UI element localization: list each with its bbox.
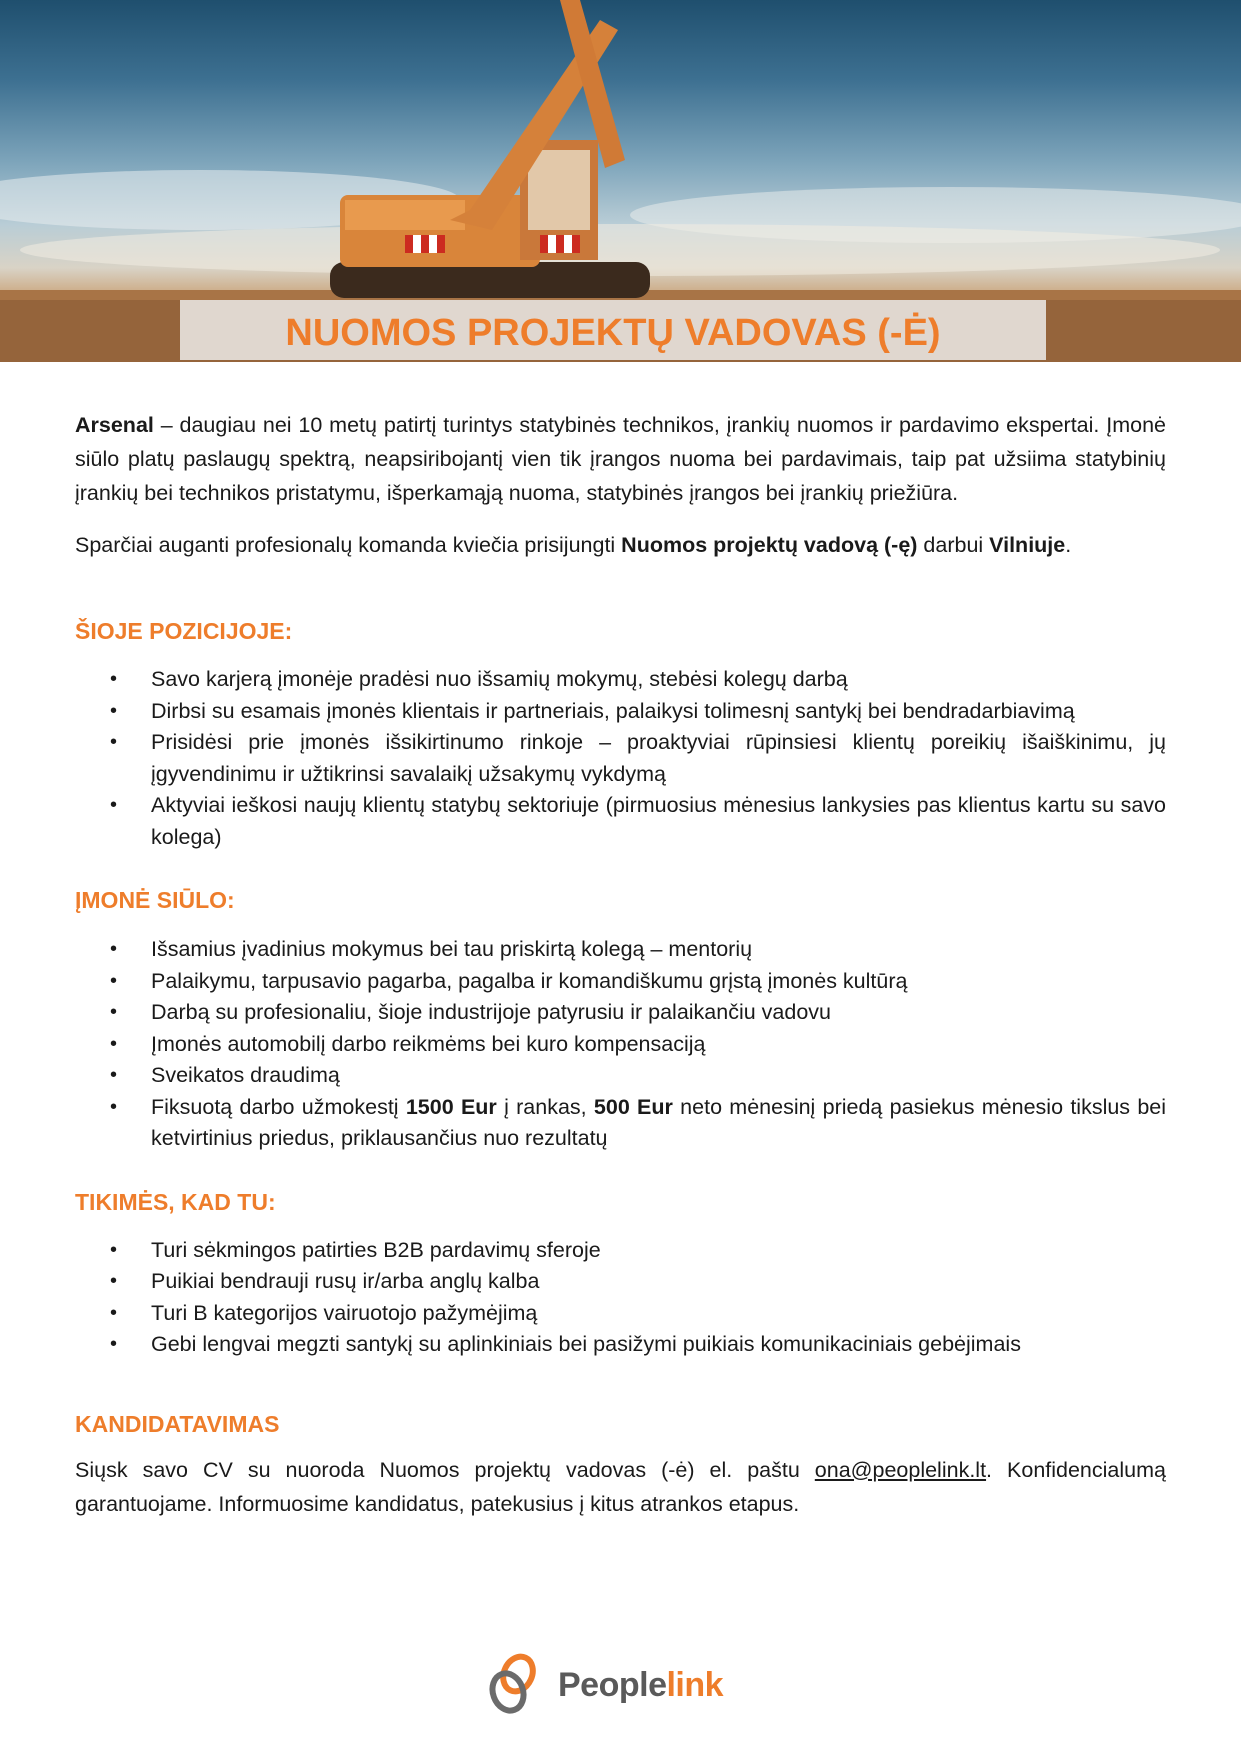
list-item: [75, 790, 1166, 853]
list-item: [75, 934, 1166, 966]
section-heading-expect: TIKIMĖS, KAD TU:: [75, 1188, 276, 1215]
bullet: •: [110, 794, 118, 816]
section-heading-offer: ĮMONĖ SIŪLO:: [75, 887, 235, 913]
bonus-amount: 500 Eur: [593, 1094, 673, 1119]
bullet: •: [110, 938, 118, 960]
bullet: •: [110, 668, 118, 690]
bullet: •: [110, 1064, 118, 1086]
apply-text: Siųsk savo CV su nuoroda Nuomos projektų vadovas (-ė) el. paštu: [75, 1457, 815, 1482]
salary-text: Fiksuotą darbo užmokestį: [151, 1094, 406, 1119]
list-item-text: Išsamius įvadinius mokymus bei tau priskirtą kolegą – mentorių: [151, 937, 753, 961]
list-item-text: Palaikymu, tarpusavio pagarba, pagalba ir komandiškumu grįstą įmonės kultūrą: [151, 968, 908, 993]
bullet: •: [110, 1032, 118, 1055]
intro-paragraph: [75, 408, 1166, 510]
list-item: [75, 997, 1166, 1029]
company-name: Arsenal: [75, 413, 154, 437]
list-item: [75, 1060, 1166, 1092]
logo-text-link: link: [666, 1666, 724, 1704]
salary-amount: 1500 Eur: [405, 1094, 497, 1119]
list-item: [75, 1298, 1166, 1330]
section-heading-position: ŠIOJE POZICIJOJE:: [75, 618, 293, 644]
list-item-text: Dirbsi su esamais įmonės klientais ir partneriais, palaikysi tolimesnį santykį bei bendradarbiavimą: [151, 698, 1075, 723]
document-body: [75, 408, 1166, 1521]
list-item-text: Aktyviai ieškosi naujų klientų statybų sektoriuje (pirmuosius mėnesius lankysies pas klientus kartu su savo kolega): [151, 793, 1166, 849]
apply-paragraph: [75, 1453, 1166, 1521]
intro-text: – daugiau nei 10 metų patirtį turintys statybinės technikos, įrankių nuomos ir pardavimo ekspertai. Įmonė siūlo platų paslaugų spektrą, neapsiribojantį vien tik įrangos nuoma bei pardavimais, taip pat užsiima statybinių įrankių bei technikos pristatymu, išperkamąją nuoma, statybinės įrangos bei įrankių priežiūra.: [75, 413, 1166, 505]
page-title: NUOMOS PROJEKTŲ VADOVAS (-Ė): [285, 312, 941, 354]
role-name: Nuomos projektų vadovą (-ę): [621, 533, 918, 557]
invitation-paragraph: [75, 528, 1166, 562]
list-item-text: Turi B kategorijos vairuotojo pažymėjimą: [151, 1300, 538, 1325]
list-item: [75, 696, 1166, 728]
position-list: [75, 664, 1166, 853]
section-heading-apply: KANDIDATAVIMAS: [75, 1410, 280, 1437]
bullet: •: [110, 969, 118, 992]
bullet: •: [110, 1095, 118, 1118]
apply-text-2: . Konfidencialumą garantuojame. Informuosime kandidatus, patekusius į kitus atrankos etapus.: [75, 1457, 1166, 1516]
list-item: [75, 1235, 1166, 1267]
logo-wordmark: [558, 1660, 723, 1710]
list-item-text: Sveikatos draudimą: [151, 1063, 340, 1087]
invitation-text-3: .: [1065, 533, 1072, 557]
bullet: •: [110, 1001, 118, 1023]
bullet: •: [110, 731, 118, 753]
invitation-text-2: darbui: [917, 533, 990, 557]
list-item: [75, 1266, 1166, 1298]
list-item-salary: [75, 1092, 1166, 1155]
list-item: [75, 966, 1166, 998]
bullet: •: [110, 1333, 118, 1355]
list-item-text: Prisidėsi prie įmonės išsikirtinumo rinkoje – proaktyviai rūpinsiesi klientų poreikių išaiškinimu, jų įgyvendinimu ir užtikrinsi savalaikį užsakymų vykdymą: [151, 730, 1166, 786]
list-item-text: Savo karjerą įmonėje pradėsi nuo išsamių mokymų, stebėsi kolegų darbą: [151, 667, 848, 691]
list-item-text: Darbą su profesionaliu, šioje industrijoje patyrusiu ir palaikančiu vadovu: [151, 1000, 832, 1024]
list-item: [75, 1029, 1166, 1061]
bullet: •: [110, 1238, 118, 1261]
expect-list: [75, 1235, 1166, 1361]
list-item: [75, 664, 1166, 696]
list-item-text: Puikiai bendrauji rusų ir/arba anglų kalba: [151, 1269, 540, 1293]
list-item-text: Gebi lengvai megzti santykį su aplinkiniais bei pasižymi puikiais komunikaciniais gebėjimais: [151, 1332, 1021, 1356]
salary-text-3: neto mėnesinį priedą pasiekus mėnesio tikslus bei ketvirtinius priedus, priklausančius nuo rezultatų: [151, 1094, 1167, 1150]
email-link[interactable]: ona@peoplelink.lt: [814, 1457, 987, 1482]
list-item: [75, 727, 1166, 790]
bullet: •: [110, 1270, 118, 1292]
offer-list: [75, 934, 1166, 1155]
bullet: •: [110, 1301, 118, 1324]
city-name: Vilniuje: [989, 533, 1066, 557]
logo-text-people: People: [558, 1666, 667, 1704]
list-item: [75, 1329, 1166, 1361]
logo-mark-icon: [480, 1650, 550, 1720]
invitation-text: Sparčiai auganti profesionalų komanda kviečia prisijungti: [75, 533, 622, 557]
list-item-text: Įmonės automobilį darbo reikmėms bei kuro kompensaciją: [151, 1031, 706, 1056]
bullet: •: [110, 699, 118, 722]
list-item-text: Turi sėkmingos patirties B2B pardavimų sferoje: [151, 1237, 601, 1262]
salary-text-2: į rankas,: [496, 1094, 594, 1119]
peoplelink-logo: [480, 1650, 740, 1720]
